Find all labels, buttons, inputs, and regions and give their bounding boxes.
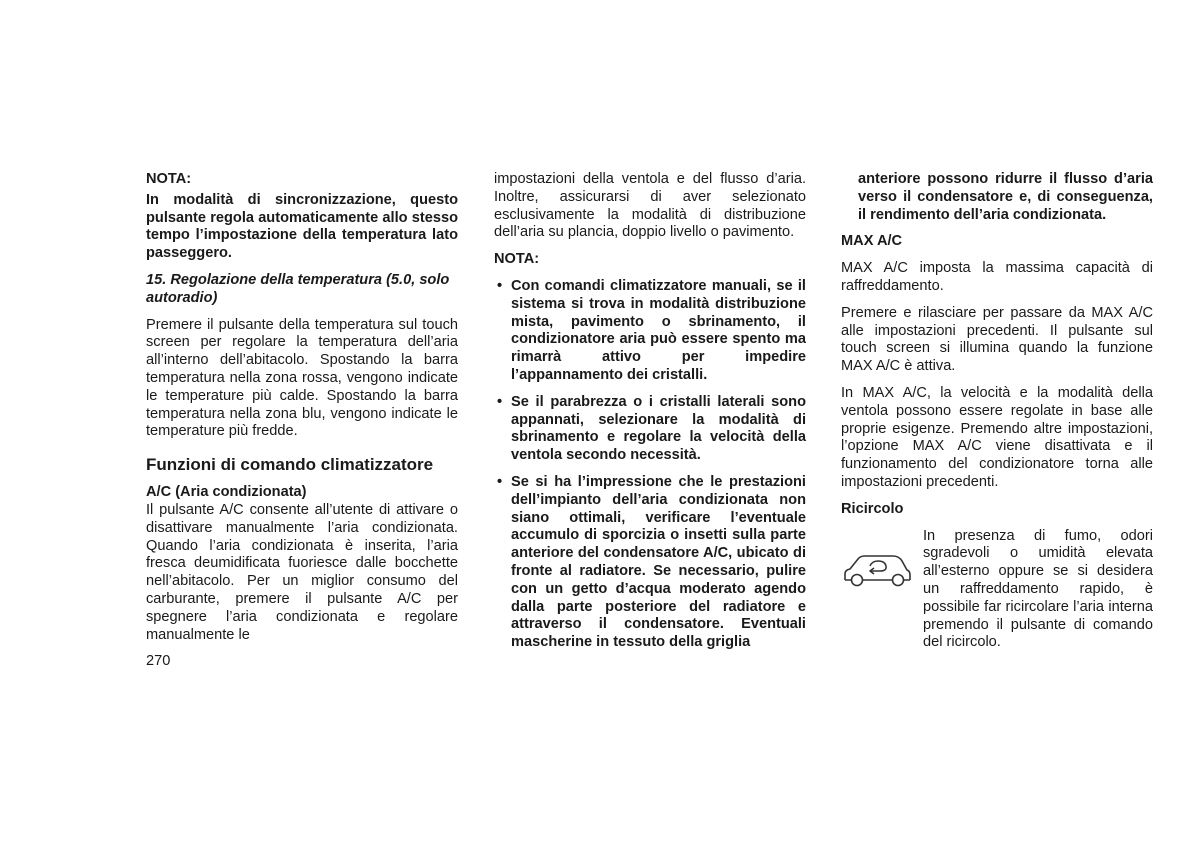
recirculation-icon — [841, 550, 913, 588]
continued-bullet-text: anteriore possono ridurre il flusso d’aria verso il condensatore e, di conseguenza, il rendimento dell’aria condizionata. — [858, 171, 1153, 223]
section-title: Funzioni di comando climatizzatore — [146, 455, 434, 475]
column-middle — [494, 171, 806, 661]
note-label: NOTA: — [146, 171, 192, 187]
note-text: In modalità di sincronizzazione, questo pulsante regola automaticamente allo stesso tempo l’impostazione della temperatura lato passeggero. — [146, 191, 458, 262]
note-bullet-list — [494, 278, 806, 652]
list-item: • Con comandi climatizzatore manuali, se il sistema si trova in modalità distribuzione mista, pavimento o sbrinamento, il condizionatore aria può essere spento ma rimarrà attivo per impedire l’appannamento dei cristalli. — [494, 278, 806, 385]
max-ac-text-3: In MAX A/C, la velocità e la modalità della ventola possono essere regolate in base alle proprie esigenze. Premendo altre impostazioni, l’opzione MAX A/C viene disattivata e il funzionamento del condizionatore torna alle impostazioni precedenti. — [841, 384, 1153, 490]
ricircolo-block — [841, 527, 1153, 651]
list-item: • Se il parabrezza o i cristalli laterali sono appannati, selezionare la modalità di sbrinamento e regolare la velocità della ventola secondo necessità. — [494, 394, 806, 465]
max-ac-text-1: MAX A/C imposta la massima capacità di raffreddamento. — [841, 260, 1153, 294]
max-ac-text-2: Premere e rilasciare per passare da MAX A/C alle impostazioni precedenti. Il pulsante sul touch screen si illumina quando la funzione MAX A/C è attiva. — [841, 304, 1153, 375]
page-number: 270 — [146, 653, 171, 669]
max-ac-heading: MAX A/C — [841, 233, 903, 250]
column-left — [146, 171, 458, 644]
item-15-text: Premere il pulsante della temperatura sul touch screen per regolare la temperatura dell’aria all’interno dell’abitacolo. Spostando la barra temperatura nella zona rossa, vengono indicate le temperature più calde. Spostando la barra temperatura nella zona blu, vengono indicate le temperature più fredde. — [146, 316, 458, 440]
column-right — [841, 171, 1153, 651]
ac-text: Il pulsante A/C consente all’utente di attivare o disattivare manualmente l’aria condizionata. Quando l’aria condizionata è inserita, l’aria fresca deumidificata fuoriesce dalle bocchette nell’abitacolo. Per un miglior consumo del carburante, premere il pulsante A/C per spegnere l’aria condizionata e regolare manualmente le — [146, 501, 458, 643]
list-item: • Se si ha l’impressione che le prestazioni dell’impianto dell’aria condizionata non siano ottimali, verificare l’eventuale accumulo di sporcizia o insetti sulla parte anteriore del condensatore A/C, ubicato di fronte al radiatore. Se necessario, pulire con un getto d’acqua moderato agendo dalla parte posteriore del radiatore e attraverso il condensatore. Eventuali mascherine in tessuto della griglia — [494, 474, 806, 652]
ricircolo-text: In presenza di fumo, odori sgradevoli o umidità elevata all’esterno oppure se si desidera un raffreddamento rapido, è possibile far ricircolare l’aria interna premendo il pulsante di comando del ricircolo. — [923, 527, 1153, 651]
ac-heading: A/C (Aria condizionata) — [146, 484, 307, 501]
note-label: NOTA: — [494, 251, 540, 268]
ricircolo-heading: Ricircolo — [841, 500, 904, 517]
continued-text: impostazioni della ventola e del flusso d’aria. Inoltre, assicurarsi di aver selezionato esclusivamente la modalità di distribuzione dell’aria su plancia, doppio livello o pavimento. — [494, 171, 806, 241]
item-15-title: 15. Regolazione della temperatura (5.0, solo autoradio) — [146, 271, 450, 306]
